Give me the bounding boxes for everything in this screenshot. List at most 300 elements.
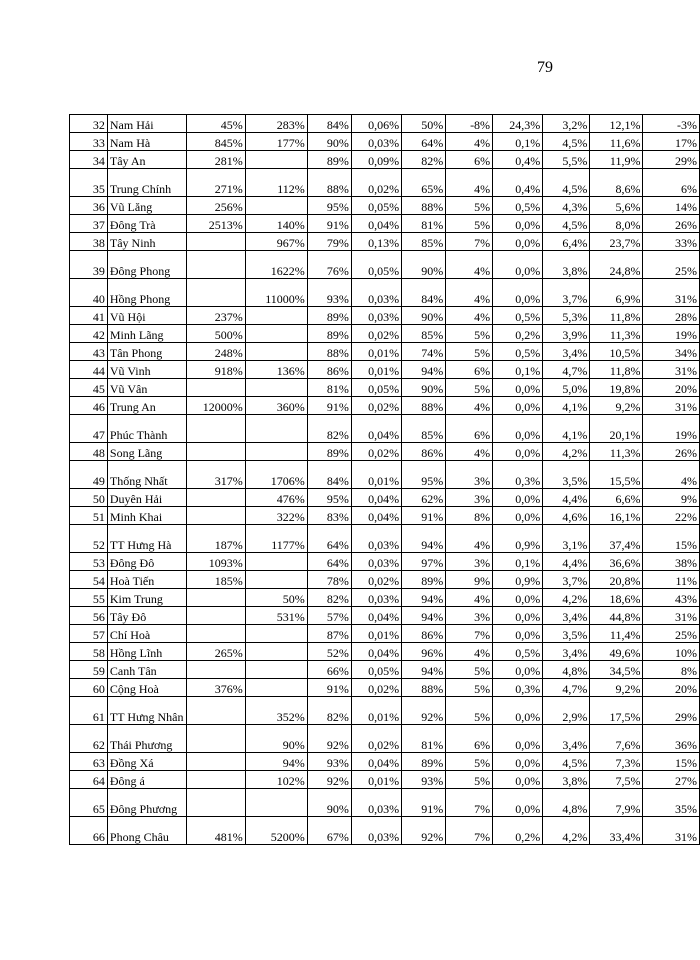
value-cell-c3: 95% (307, 197, 351, 215)
commune-name-cell: Canh Tân (107, 661, 186, 679)
commune-name-cell: Vũ Lăng (107, 197, 186, 215)
row-number-cell: 33 (70, 133, 108, 151)
value-cell-c1: 376% (186, 679, 245, 697)
commune-name-cell: Đông Đô (107, 553, 186, 571)
value-cell-c4: 0,09% (351, 151, 401, 169)
commune-name-cell: Tây Ninh (107, 233, 186, 251)
value-cell-c2 (245, 789, 307, 817)
value-cell-c6: 5% (446, 325, 493, 343)
value-cell-c2: 476% (245, 489, 307, 507)
table-row (70, 215, 700, 233)
value-cell-c1: 248% (186, 343, 245, 361)
value-cell-c10: 31% (643, 397, 700, 415)
value-cell-c6: 6% (446, 725, 493, 753)
value-cell-c5: 50% (402, 115, 446, 133)
row-number-cell: 58 (70, 643, 108, 661)
value-cell-c7: 0,0% (493, 625, 543, 643)
commune-name-cell: Minh Khai (107, 507, 186, 525)
commune-name-cell: Trung Chính (107, 169, 186, 197)
value-cell-c7: 0,0% (493, 251, 543, 279)
value-cell-c10: 15% (643, 753, 700, 771)
value-cell-c4: 0,02% (351, 725, 401, 753)
value-cell-c9: 8,0% (590, 215, 643, 233)
table-row (70, 789, 700, 817)
value-cell-c8: 3,8% (543, 251, 590, 279)
row-number-cell: 65 (70, 789, 108, 817)
value-cell-c6: 4% (446, 133, 493, 151)
value-cell-c5: 94% (402, 361, 446, 379)
row-number-cell: 49 (70, 461, 108, 489)
table-row (70, 397, 700, 415)
value-cell-c3: 90% (307, 133, 351, 151)
commune-name-cell: Tân Phong (107, 343, 186, 361)
row-number-cell: 56 (70, 607, 108, 625)
value-cell-c4: 0,02% (351, 571, 401, 589)
value-cell-c9: 11,9% (590, 151, 643, 169)
value-cell-c7: 0,0% (493, 233, 543, 251)
value-cell-c2 (245, 443, 307, 461)
value-cell-c2: 1177% (245, 525, 307, 553)
value-cell-c4: 0,04% (351, 507, 401, 525)
value-cell-c7: 0,0% (493, 415, 543, 443)
value-cell-c7: 0,3% (493, 679, 543, 697)
commune-name-cell: Hoà Tiến (107, 571, 186, 589)
value-cell-c4: 0,03% (351, 553, 401, 571)
value-cell-c9: 7,9% (590, 789, 643, 817)
value-cell-c5: 81% (402, 725, 446, 753)
value-cell-c5: 94% (402, 661, 446, 679)
value-cell-c1: 845% (186, 133, 245, 151)
value-cell-c2: 531% (245, 607, 307, 625)
value-cell-c9: 8,6% (590, 169, 643, 197)
value-cell-c1 (186, 753, 245, 771)
value-cell-c4: 0,02% (351, 443, 401, 461)
page-number: 79 (537, 59, 553, 76)
value-cell-c6: 6% (446, 361, 493, 379)
value-cell-c10: 27% (643, 771, 700, 789)
value-cell-c9: 15,5% (590, 461, 643, 489)
value-cell-c5: 97% (402, 553, 446, 571)
value-cell-c9: 34,5% (590, 661, 643, 679)
value-cell-c4: 0,06% (351, 115, 401, 133)
value-cell-c9: 37,4% (590, 525, 643, 553)
value-cell-c10: 25% (643, 625, 700, 643)
value-cell-c4: 0,03% (351, 307, 401, 325)
value-cell-c5: 92% (402, 817, 446, 845)
table-row (70, 643, 700, 661)
value-cell-c1: 317% (186, 461, 245, 489)
value-cell-c6: 6% (446, 415, 493, 443)
value-cell-c2 (245, 661, 307, 679)
commune-name-cell: Nam Hải (107, 115, 186, 133)
value-cell-c10: 28% (643, 307, 700, 325)
value-cell-c3: 64% (307, 553, 351, 571)
row-number-cell: 59 (70, 661, 108, 679)
table-row (70, 589, 700, 607)
value-cell-c3: 92% (307, 771, 351, 789)
value-cell-c5: 86% (402, 625, 446, 643)
value-cell-c2 (245, 679, 307, 697)
commune-name-cell: Nam Hà (107, 133, 186, 151)
value-cell-c5: 85% (402, 415, 446, 443)
table-row (70, 133, 700, 151)
value-cell-c9: 5,6% (590, 197, 643, 215)
value-cell-c5: 84% (402, 279, 446, 307)
value-cell-c10: 31% (643, 607, 700, 625)
value-cell-c1 (186, 489, 245, 507)
row-number-cell: 48 (70, 443, 108, 461)
table-row (70, 325, 700, 343)
row-number-cell: 66 (70, 817, 108, 845)
row-number-cell: 34 (70, 151, 108, 169)
value-cell-c1: 500% (186, 325, 245, 343)
row-number-cell: 43 (70, 343, 108, 361)
value-cell-c7: 0,9% (493, 525, 543, 553)
value-cell-c8: 3,4% (543, 343, 590, 361)
value-cell-c2: 102% (245, 771, 307, 789)
value-cell-c7: 0,0% (493, 661, 543, 679)
value-cell-c9: 10,5% (590, 343, 643, 361)
value-cell-c6: 4% (446, 589, 493, 607)
value-cell-c1 (186, 443, 245, 461)
value-cell-c7: 0,2% (493, 817, 543, 845)
value-cell-c2: 360% (245, 397, 307, 415)
value-cell-c9: 7,5% (590, 771, 643, 789)
table-row (70, 697, 700, 725)
commune-name-cell: Đông Phương (107, 789, 186, 817)
commune-name-cell: Thái Phương (107, 725, 186, 753)
value-cell-c10: 43% (643, 589, 700, 607)
table-row (70, 169, 700, 197)
value-cell-c5: 95% (402, 461, 446, 489)
value-cell-c6: 4% (446, 279, 493, 307)
value-cell-c9: 11,8% (590, 361, 643, 379)
value-cell-c5: 64% (402, 133, 446, 151)
value-cell-c8: 4,6% (543, 507, 590, 525)
value-cell-c2 (245, 379, 307, 397)
row-number-cell: 36 (70, 197, 108, 215)
value-cell-c10: 20% (643, 679, 700, 697)
value-cell-c5: 89% (402, 753, 446, 771)
value-cell-c4: 0,05% (351, 661, 401, 679)
commune-name-cell: Hồng Lĩnh (107, 643, 186, 661)
value-cell-c1 (186, 661, 245, 679)
value-cell-c1 (186, 625, 245, 643)
value-cell-c10: 14% (643, 197, 700, 215)
value-cell-c6: 5% (446, 343, 493, 361)
table-row (70, 415, 700, 443)
table-row (70, 343, 700, 361)
table-row (70, 571, 700, 589)
row-number-cell: 54 (70, 571, 108, 589)
value-cell-c5: 81% (402, 215, 446, 233)
value-cell-c7: 0,4% (493, 169, 543, 197)
value-cell-c10: 31% (643, 279, 700, 307)
value-cell-c3: 88% (307, 343, 351, 361)
value-cell-c6: 7% (446, 233, 493, 251)
value-cell-c6: 4% (446, 525, 493, 553)
value-cell-c7: 0,0% (493, 789, 543, 817)
value-cell-c4: 0,03% (351, 279, 401, 307)
value-cell-c9: 11,4% (590, 625, 643, 643)
commune-name-cell: TT Hưng Nhân (107, 697, 186, 725)
table-row (70, 553, 700, 571)
value-cell-c8: 4,2% (543, 817, 590, 845)
table-row (70, 197, 700, 215)
value-cell-c3: 92% (307, 725, 351, 753)
value-cell-c8: 4,1% (543, 415, 590, 443)
commune-name-cell: Tây An (107, 151, 186, 169)
value-cell-c1 (186, 507, 245, 525)
value-cell-c4: 0,02% (351, 325, 401, 343)
value-cell-c6: 5% (446, 379, 493, 397)
value-cell-c9: 24,8% (590, 251, 643, 279)
row-number-cell: 44 (70, 361, 108, 379)
value-cell-c9: 33,4% (590, 817, 643, 845)
value-cell-c3: 79% (307, 233, 351, 251)
value-cell-c9: 9,2% (590, 679, 643, 697)
row-number-cell: 39 (70, 251, 108, 279)
value-cell-c6: -8% (446, 115, 493, 133)
table-row (70, 817, 700, 845)
value-cell-c9: 16,1% (590, 507, 643, 525)
row-number-cell: 64 (70, 771, 108, 789)
value-cell-c9: 44,8% (590, 607, 643, 625)
table-row (70, 233, 700, 251)
value-cell-c3: 88% (307, 169, 351, 197)
value-cell-c1 (186, 725, 245, 753)
value-cell-c10: 29% (643, 151, 700, 169)
value-cell-c7: 0,0% (493, 753, 543, 771)
value-cell-c3: 89% (307, 307, 351, 325)
value-cell-c2: 50% (245, 589, 307, 607)
value-cell-c10: 35% (643, 789, 700, 817)
table-row (70, 679, 700, 697)
value-cell-c9: 20,8% (590, 571, 643, 589)
row-number-cell: 42 (70, 325, 108, 343)
value-cell-c1: 187% (186, 525, 245, 553)
value-cell-c2: 5200% (245, 817, 307, 845)
value-cell-c5: 90% (402, 307, 446, 325)
value-cell-c6: 5% (446, 661, 493, 679)
commune-name-cell: Cộng Hoà (107, 679, 186, 697)
table-row (70, 443, 700, 461)
value-cell-c8: 4,5% (543, 133, 590, 151)
row-number-cell: 53 (70, 553, 108, 571)
value-cell-c6: 7% (446, 625, 493, 643)
value-cell-c6: 4% (446, 443, 493, 461)
value-cell-c6: 5% (446, 215, 493, 233)
value-cell-c1: 271% (186, 169, 245, 197)
value-cell-c10: -3% (643, 115, 700, 133)
value-cell-c1 (186, 415, 245, 443)
value-cell-c5: 92% (402, 697, 446, 725)
value-cell-c2: 90% (245, 725, 307, 753)
value-cell-c5: 91% (402, 789, 446, 817)
value-cell-c8: 4,3% (543, 197, 590, 215)
row-number-cell: 61 (70, 697, 108, 725)
value-cell-c6: 3% (446, 607, 493, 625)
commune-name-cell: Thống Nhất (107, 461, 186, 489)
value-cell-c2 (245, 325, 307, 343)
table-row (70, 771, 700, 789)
value-cell-c10: 20% (643, 379, 700, 397)
value-cell-c9: 20,1% (590, 415, 643, 443)
value-cell-c3: 83% (307, 507, 351, 525)
value-cell-c6: 3% (446, 489, 493, 507)
value-cell-c3: 64% (307, 525, 351, 553)
value-cell-c8: 3,8% (543, 771, 590, 789)
value-cell-c8: 4,5% (543, 169, 590, 197)
commune-name-cell: Trung An (107, 397, 186, 415)
value-cell-c8: 5,0% (543, 379, 590, 397)
value-cell-c3: 90% (307, 789, 351, 817)
value-cell-c3: 78% (307, 571, 351, 589)
value-cell-c7: 0,5% (493, 197, 543, 215)
value-cell-c7: 0,0% (493, 725, 543, 753)
value-cell-c6: 4% (446, 251, 493, 279)
value-cell-c8: 4,4% (543, 489, 590, 507)
value-cell-c10: 26% (643, 443, 700, 461)
value-cell-c7: 0,4% (493, 151, 543, 169)
value-cell-c10: 29% (643, 697, 700, 725)
row-number-cell: 37 (70, 215, 108, 233)
value-cell-c7: 0,9% (493, 571, 543, 589)
value-cell-c7: 0,1% (493, 133, 543, 151)
value-cell-c4: 0,04% (351, 607, 401, 625)
value-cell-c2 (245, 151, 307, 169)
value-cell-c4: 0,03% (351, 817, 401, 845)
value-cell-c5: 94% (402, 525, 446, 553)
value-cell-c7: 0,1% (493, 361, 543, 379)
value-cell-c8: 3,5% (543, 461, 590, 489)
value-cell-c2: 1622% (245, 251, 307, 279)
value-cell-c8: 4,2% (543, 443, 590, 461)
value-cell-c10: 25% (643, 251, 700, 279)
value-cell-c5: 90% (402, 251, 446, 279)
value-cell-c2 (245, 343, 307, 361)
value-cell-c7: 0,0% (493, 607, 543, 625)
table-row (70, 279, 700, 307)
value-cell-c4: 0,01% (351, 343, 401, 361)
row-number-cell: 57 (70, 625, 108, 643)
value-cell-c3: 84% (307, 115, 351, 133)
value-cell-c4: 0,13% (351, 233, 401, 251)
value-cell-c9: 6,6% (590, 489, 643, 507)
value-cell-c4: 0,05% (351, 251, 401, 279)
value-cell-c6: 5% (446, 679, 493, 697)
value-cell-c6: 5% (446, 771, 493, 789)
value-cell-c1 (186, 233, 245, 251)
commune-name-cell: Tây Đô (107, 607, 186, 625)
commune-name-cell: Đông Trà (107, 215, 186, 233)
value-cell-c3: 91% (307, 397, 351, 415)
value-cell-c8: 6,4% (543, 233, 590, 251)
value-cell-c2: 967% (245, 233, 307, 251)
value-cell-c5: 88% (402, 679, 446, 697)
value-cell-c2: 112% (245, 169, 307, 197)
value-cell-c5: 89% (402, 571, 446, 589)
value-cell-c3: 93% (307, 279, 351, 307)
value-cell-c7: 0,0% (493, 489, 543, 507)
value-cell-c8: 3,2% (543, 115, 590, 133)
value-cell-c5: 85% (402, 325, 446, 343)
commune-name-cell: Minh Lãng (107, 325, 186, 343)
row-number-cell: 46 (70, 397, 108, 415)
value-cell-c5: 94% (402, 607, 446, 625)
value-cell-c10: 36% (643, 725, 700, 753)
value-cell-c1: 1093% (186, 553, 245, 571)
value-cell-c7: 0,0% (493, 443, 543, 461)
value-cell-c8: 4,7% (543, 679, 590, 697)
value-cell-c1: 256% (186, 197, 245, 215)
row-number-cell: 32 (70, 115, 108, 133)
value-cell-c3: 67% (307, 817, 351, 845)
value-cell-c5: 94% (402, 589, 446, 607)
value-cell-c1: 918% (186, 361, 245, 379)
row-number-cell: 47 (70, 415, 108, 443)
value-cell-c5: 91% (402, 507, 446, 525)
value-cell-c3: 76% (307, 251, 351, 279)
value-cell-c10: 8% (643, 661, 700, 679)
value-cell-c8: 4,5% (543, 215, 590, 233)
value-cell-c8: 4,5% (543, 753, 590, 771)
value-cell-c6: 6% (446, 151, 493, 169)
value-cell-c2 (245, 415, 307, 443)
table-row (70, 607, 700, 625)
value-cell-c1 (186, 379, 245, 397)
value-cell-c8: 4,2% (543, 589, 590, 607)
value-cell-c3: 93% (307, 753, 351, 771)
value-cell-c9: 12,1% (590, 115, 643, 133)
row-number-cell: 52 (70, 525, 108, 553)
value-cell-c9: 19,8% (590, 379, 643, 397)
commune-name-cell: Chí Hoà (107, 625, 186, 643)
value-cell-c7: 0,0% (493, 589, 543, 607)
value-cell-c3: 82% (307, 697, 351, 725)
value-cell-c3: 57% (307, 607, 351, 625)
row-number-cell: 51 (70, 507, 108, 525)
value-cell-c1: 45% (186, 115, 245, 133)
value-cell-c10: 4% (643, 461, 700, 489)
value-cell-c2 (245, 307, 307, 325)
value-cell-c4: 0,04% (351, 215, 401, 233)
value-cell-c6: 4% (446, 397, 493, 415)
value-cell-c7: 0,5% (493, 307, 543, 325)
value-cell-c9: 23,7% (590, 233, 643, 251)
value-cell-c3: 89% (307, 325, 351, 343)
value-cell-c8: 3,7% (543, 571, 590, 589)
table-row (70, 753, 700, 771)
value-cell-c6: 8% (446, 507, 493, 525)
value-cell-c7: 0,0% (493, 279, 543, 307)
value-cell-c2: 283% (245, 115, 307, 133)
value-cell-c8: 5,5% (543, 151, 590, 169)
table-row (70, 461, 700, 489)
value-cell-c8: 3,4% (543, 643, 590, 661)
row-number-cell: 62 (70, 725, 108, 753)
value-cell-c7: 0,0% (493, 507, 543, 525)
value-cell-c1 (186, 607, 245, 625)
value-cell-c3: 89% (307, 443, 351, 461)
value-cell-c7: 0,5% (493, 343, 543, 361)
value-cell-c9: 6,9% (590, 279, 643, 307)
value-cell-c8: 3,5% (543, 625, 590, 643)
table-row (70, 361, 700, 379)
commune-name-cell: Song Lãng (107, 443, 186, 461)
value-cell-c3: 89% (307, 151, 351, 169)
value-cell-c1 (186, 589, 245, 607)
